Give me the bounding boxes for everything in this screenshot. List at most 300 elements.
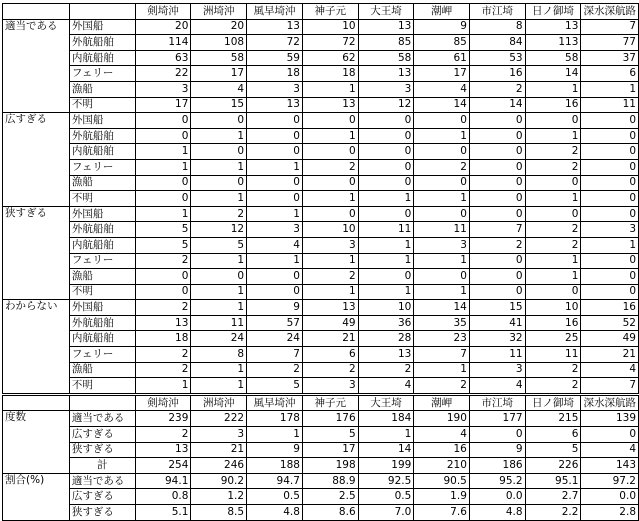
row-label: フェリー bbox=[69, 347, 135, 363]
value-cell: 24 bbox=[247, 331, 303, 347]
value-cell: 0 bbox=[581, 128, 639, 144]
value-cell: 0 bbox=[581, 284, 639, 300]
value-cell: 0 bbox=[525, 175, 581, 191]
value-cell: 5 bbox=[135, 237, 191, 253]
value-cell: 190 bbox=[414, 411, 470, 427]
group-label: 狭すぎる bbox=[3, 206, 70, 300]
value-cell: 1 bbox=[302, 253, 358, 269]
value-cell: 0 bbox=[302, 113, 358, 129]
value-cell: 1 bbox=[358, 191, 414, 207]
value-cell: 21 bbox=[191, 442, 247, 458]
value-cell: 85 bbox=[414, 35, 470, 51]
value-cell: 0 bbox=[135, 128, 191, 144]
row-label: 外航船舶 bbox=[69, 315, 135, 331]
value-cell: 1 bbox=[525, 128, 581, 144]
value-cell: 1 bbox=[525, 191, 581, 207]
value-cell: 0.0 bbox=[469, 489, 525, 505]
value-cell: 11 bbox=[414, 222, 470, 238]
total-cell: 198 bbox=[302, 458, 358, 474]
value-cell: 6 bbox=[525, 427, 581, 443]
value-cell: 88.9 bbox=[302, 473, 358, 489]
value-cell: 5 bbox=[135, 222, 191, 238]
value-cell: 8.6 bbox=[302, 505, 358, 521]
corner-cell bbox=[3, 4, 70, 20]
value-cell: 9 bbox=[247, 442, 303, 458]
row-label: 適当である bbox=[69, 473, 135, 489]
value-cell: 0 bbox=[525, 284, 581, 300]
value-cell: 0 bbox=[135, 113, 191, 129]
value-cell: 1 bbox=[191, 128, 247, 144]
group-label: 割合(%) bbox=[3, 473, 70, 520]
value-cell: 0 bbox=[469, 144, 525, 160]
row-label: 不明 bbox=[69, 378, 135, 395]
value-cell: 2 bbox=[302, 269, 358, 285]
value-cell: 0 bbox=[191, 144, 247, 160]
value-cell: 6 bbox=[302, 347, 358, 363]
value-cell: 8.5 bbox=[191, 505, 247, 521]
value-cell: 21 bbox=[581, 347, 639, 363]
value-cell: 0 bbox=[191, 269, 247, 285]
value-cell: 1 bbox=[191, 300, 247, 316]
table-row bbox=[3, 378, 639, 395]
value-cell: 28 bbox=[358, 331, 414, 347]
value-cell: 1 bbox=[302, 191, 358, 207]
corner-cell bbox=[69, 4, 135, 20]
group-label: 適当である bbox=[3, 19, 70, 113]
value-cell: 2 bbox=[135, 347, 191, 363]
table-row bbox=[3, 19, 639, 35]
value-cell: 2 bbox=[302, 362, 358, 378]
value-cell: 1 bbox=[302, 284, 358, 300]
value-cell: 0.8 bbox=[135, 489, 191, 505]
value-cell: 95.2 bbox=[469, 473, 525, 489]
value-cell: 14 bbox=[414, 300, 470, 316]
value-cell: 0 bbox=[191, 113, 247, 129]
table-row bbox=[3, 315, 639, 331]
value-cell: 92.5 bbox=[358, 473, 414, 489]
value-cell: 7 bbox=[469, 222, 525, 238]
value-cell: 90.2 bbox=[191, 473, 247, 489]
value-cell: 3 bbox=[358, 81, 414, 97]
value-cell: 15 bbox=[191, 97, 247, 113]
value-cell: 14 bbox=[469, 97, 525, 113]
survey-table bbox=[2, 3, 639, 521]
location-header: 大王埼 bbox=[358, 394, 414, 411]
table-row bbox=[3, 50, 639, 66]
value-cell: 1 bbox=[247, 206, 303, 222]
value-cell: 1 bbox=[525, 269, 581, 285]
value-cell: 3 bbox=[581, 222, 639, 238]
value-cell: 11 bbox=[191, 315, 247, 331]
value-cell: 62 bbox=[302, 50, 358, 66]
value-cell: 3 bbox=[247, 222, 303, 238]
row-label: 外国船 bbox=[69, 19, 135, 35]
location-header: 風早埼沖 bbox=[247, 4, 303, 20]
table-row bbox=[3, 81, 639, 97]
value-cell: 1 bbox=[414, 128, 470, 144]
location-header: 神子元 bbox=[302, 394, 358, 411]
value-cell: 222 bbox=[191, 411, 247, 427]
value-cell: 0 bbox=[525, 113, 581, 129]
value-cell: 2 bbox=[525, 144, 581, 160]
value-cell: 36 bbox=[358, 315, 414, 331]
value-cell: 4.8 bbox=[247, 505, 303, 521]
value-cell: 16 bbox=[581, 300, 639, 316]
value-cell: 16 bbox=[525, 97, 581, 113]
value-cell: 0 bbox=[247, 191, 303, 207]
value-cell: 0.5 bbox=[358, 489, 414, 505]
value-cell: 1 bbox=[247, 253, 303, 269]
value-cell: 1 bbox=[135, 206, 191, 222]
value-cell: 1 bbox=[191, 159, 247, 175]
location-header: 神子元 bbox=[302, 4, 358, 20]
group-label: わからない bbox=[3, 300, 70, 395]
value-cell: 2 bbox=[191, 206, 247, 222]
table-row bbox=[3, 347, 639, 363]
row-label: 内航船舶 bbox=[69, 50, 135, 66]
total-cell: 188 bbox=[247, 458, 303, 474]
value-cell: 2 bbox=[469, 81, 525, 97]
value-cell: 215 bbox=[525, 411, 581, 427]
value-cell: 5 bbox=[247, 378, 303, 395]
location-header: 大王埼 bbox=[358, 4, 414, 20]
value-cell: 58 bbox=[191, 50, 247, 66]
value-cell: 17 bbox=[135, 97, 191, 113]
value-cell: 15 bbox=[469, 300, 525, 316]
location-header: 日ノ御埼 bbox=[525, 4, 581, 20]
value-cell: 0 bbox=[581, 159, 639, 175]
location-header: 市江埼 bbox=[469, 4, 525, 20]
value-cell: 72 bbox=[247, 35, 303, 51]
value-cell: 10 bbox=[358, 300, 414, 316]
value-cell: 0 bbox=[247, 284, 303, 300]
value-cell: 0 bbox=[469, 253, 525, 269]
table-row bbox=[3, 222, 639, 238]
table-row bbox=[3, 113, 639, 129]
value-cell: 1 bbox=[135, 144, 191, 160]
row-label: 漁船 bbox=[69, 269, 135, 285]
value-cell: 0 bbox=[135, 175, 191, 191]
value-cell: 0 bbox=[191, 175, 247, 191]
value-cell: 32 bbox=[469, 331, 525, 347]
row-label: 漁船 bbox=[69, 175, 135, 191]
value-cell: 1 bbox=[302, 81, 358, 97]
value-cell: 4 bbox=[191, 81, 247, 97]
row-label: 内航船舶 bbox=[69, 144, 135, 160]
value-cell: 20 bbox=[191, 19, 247, 35]
value-cell: 3 bbox=[302, 237, 358, 253]
value-cell: 184 bbox=[358, 411, 414, 427]
value-cell: 94.1 bbox=[135, 473, 191, 489]
value-cell: 5 bbox=[525, 442, 581, 458]
table-row bbox=[3, 35, 639, 51]
value-cell: 10 bbox=[302, 19, 358, 35]
value-cell: 2 bbox=[525, 222, 581, 238]
value-cell: 7.6 bbox=[414, 505, 470, 521]
corner-cell bbox=[3, 394, 70, 411]
value-cell: 2 bbox=[135, 362, 191, 378]
value-cell: 16 bbox=[525, 315, 581, 331]
value-cell: 0 bbox=[469, 269, 525, 285]
value-cell: 0 bbox=[358, 144, 414, 160]
value-cell: 5.1 bbox=[135, 505, 191, 521]
value-cell: 1 bbox=[191, 284, 247, 300]
total-cell: 226 bbox=[525, 458, 581, 474]
value-cell: 37 bbox=[581, 50, 639, 66]
total-label: 計 bbox=[69, 458, 135, 474]
value-cell: 1.9 bbox=[414, 489, 470, 505]
value-cell: 90.5 bbox=[414, 473, 470, 489]
value-cell: 1 bbox=[414, 253, 470, 269]
value-cell: 18 bbox=[135, 331, 191, 347]
value-cell: 13 bbox=[302, 97, 358, 113]
value-cell: 0 bbox=[525, 206, 581, 222]
value-cell: 41 bbox=[469, 315, 525, 331]
total-cell: 254 bbox=[135, 458, 191, 474]
value-cell: 7 bbox=[247, 347, 303, 363]
value-cell: 0.5 bbox=[247, 489, 303, 505]
value-cell: 35 bbox=[414, 315, 470, 331]
value-cell: 0 bbox=[469, 113, 525, 129]
value-cell: 18 bbox=[302, 66, 358, 82]
value-cell: 63 bbox=[135, 50, 191, 66]
value-cell: 108 bbox=[191, 35, 247, 51]
value-cell: 72 bbox=[302, 35, 358, 51]
value-cell: 1 bbox=[358, 237, 414, 253]
frequency-row bbox=[3, 442, 639, 458]
location-header: 深水深航路 bbox=[581, 4, 639, 20]
value-cell: 2 bbox=[135, 300, 191, 316]
value-cell: 20 bbox=[135, 19, 191, 35]
location-header: 剣埼沖 bbox=[135, 4, 191, 20]
value-cell: 139 bbox=[581, 411, 639, 427]
value-cell: 18 bbox=[247, 66, 303, 82]
value-cell: 4 bbox=[469, 378, 525, 395]
value-cell: 4 bbox=[414, 81, 470, 97]
header-row bbox=[3, 4, 639, 20]
row-label: 外国船 bbox=[69, 113, 135, 129]
value-cell: 1 bbox=[358, 284, 414, 300]
value-cell: 1.2 bbox=[191, 489, 247, 505]
value-cell: 11 bbox=[525, 347, 581, 363]
frequency-row bbox=[3, 411, 639, 427]
value-cell: 14 bbox=[525, 66, 581, 82]
value-cell: 113 bbox=[525, 35, 581, 51]
value-cell: 114 bbox=[135, 35, 191, 51]
value-cell: 1 bbox=[525, 253, 581, 269]
value-cell: 11 bbox=[469, 347, 525, 363]
value-cell: 8 bbox=[469, 19, 525, 35]
value-cell: 0 bbox=[581, 144, 639, 160]
value-cell: 22 bbox=[135, 66, 191, 82]
value-cell: 2 bbox=[358, 362, 414, 378]
value-cell: 2.8 bbox=[581, 505, 639, 521]
value-cell: 0 bbox=[581, 175, 639, 191]
value-cell: 2.5 bbox=[302, 489, 358, 505]
value-cell: 1 bbox=[247, 159, 303, 175]
value-cell: 0 bbox=[135, 269, 191, 285]
value-cell: 0 bbox=[581, 206, 639, 222]
value-cell: 0 bbox=[302, 175, 358, 191]
value-cell: 57 bbox=[247, 315, 303, 331]
value-cell: 0 bbox=[358, 159, 414, 175]
value-cell: 0 bbox=[358, 269, 414, 285]
value-cell: 0 bbox=[135, 191, 191, 207]
value-cell: 1 bbox=[414, 191, 470, 207]
value-cell: 59 bbox=[247, 50, 303, 66]
value-cell: 2 bbox=[525, 362, 581, 378]
row-label: 不明 bbox=[69, 97, 135, 113]
value-cell: 0 bbox=[581, 269, 639, 285]
value-cell: 2 bbox=[525, 237, 581, 253]
value-cell: 4.8 bbox=[469, 505, 525, 521]
table-row bbox=[3, 253, 639, 269]
value-cell: 0.0 bbox=[581, 489, 639, 505]
value-cell: 13 bbox=[358, 347, 414, 363]
value-cell: 13 bbox=[302, 300, 358, 316]
group-label: 度数 bbox=[3, 411, 70, 473]
value-cell: 94.7 bbox=[247, 473, 303, 489]
value-cell: 1 bbox=[414, 284, 470, 300]
value-cell: 17 bbox=[191, 66, 247, 82]
value-cell: 13 bbox=[247, 97, 303, 113]
value-cell: 176 bbox=[302, 411, 358, 427]
row-label: 適当である bbox=[69, 411, 135, 427]
value-cell: 16 bbox=[414, 442, 470, 458]
table-row bbox=[3, 66, 639, 82]
value-cell: 0 bbox=[581, 427, 639, 443]
frequency-row bbox=[3, 427, 639, 443]
table-row bbox=[3, 191, 639, 207]
value-cell: 77 bbox=[581, 35, 639, 51]
row-label: 狭すぎる bbox=[69, 442, 135, 458]
value-cell: 0 bbox=[247, 144, 303, 160]
value-cell: 0 bbox=[414, 206, 470, 222]
row-label: 狭すぎる bbox=[69, 505, 135, 521]
total-cell: 246 bbox=[191, 458, 247, 474]
value-cell: 10 bbox=[302, 222, 358, 238]
location-header: 潮岬 bbox=[414, 394, 470, 411]
value-cell: 7 bbox=[414, 347, 470, 363]
value-cell: 58 bbox=[525, 50, 581, 66]
location-header: 洲埼沖 bbox=[191, 4, 247, 20]
row-label: 外航船舶 bbox=[69, 222, 135, 238]
value-cell: 0 bbox=[581, 191, 639, 207]
location-header: 洲埼沖 bbox=[191, 394, 247, 411]
total-cell: 199 bbox=[358, 458, 414, 474]
value-cell: 1 bbox=[191, 253, 247, 269]
value-cell: 13 bbox=[247, 19, 303, 35]
total-row bbox=[3, 458, 639, 474]
value-cell: 2 bbox=[135, 427, 191, 443]
value-cell: 2 bbox=[135, 253, 191, 269]
value-cell: 0 bbox=[358, 175, 414, 191]
value-cell: 0 bbox=[469, 159, 525, 175]
ratio-row bbox=[3, 473, 639, 489]
value-cell: 13 bbox=[358, 19, 414, 35]
row-label: 内航船舶 bbox=[69, 237, 135, 253]
value-cell: 0 bbox=[469, 128, 525, 144]
row-label: 不明 bbox=[69, 191, 135, 207]
value-cell: 1 bbox=[414, 362, 470, 378]
value-cell: 85 bbox=[358, 35, 414, 51]
value-cell: 95.1 bbox=[525, 473, 581, 489]
value-cell: 2 bbox=[469, 237, 525, 253]
value-cell: 16 bbox=[469, 66, 525, 82]
value-cell: 14 bbox=[358, 442, 414, 458]
total-cell: 143 bbox=[581, 458, 639, 474]
value-cell: 53 bbox=[469, 50, 525, 66]
value-cell: 0 bbox=[581, 253, 639, 269]
value-cell: 23 bbox=[414, 331, 470, 347]
value-cell: 11 bbox=[358, 222, 414, 238]
value-cell: 1 bbox=[135, 159, 191, 175]
location-header: 市江埼 bbox=[469, 394, 525, 411]
row-label: 外航船舶 bbox=[69, 35, 135, 51]
value-cell: 0 bbox=[469, 175, 525, 191]
value-cell: 0 bbox=[581, 113, 639, 129]
value-cell: 3 bbox=[302, 378, 358, 395]
value-cell: 13 bbox=[135, 315, 191, 331]
value-cell: 5 bbox=[302, 427, 358, 443]
value-cell: 10 bbox=[525, 300, 581, 316]
value-cell: 2 bbox=[525, 378, 581, 395]
value-cell: 0 bbox=[247, 113, 303, 129]
value-cell: 0 bbox=[135, 284, 191, 300]
value-cell: 0 bbox=[469, 206, 525, 222]
row-label: 漁船 bbox=[69, 81, 135, 97]
value-cell: 49 bbox=[302, 315, 358, 331]
table-row bbox=[3, 128, 639, 144]
table-row bbox=[3, 300, 639, 316]
value-cell: 0 bbox=[302, 144, 358, 160]
value-cell: 1 bbox=[135, 378, 191, 395]
row-label: フェリー bbox=[69, 159, 135, 175]
value-cell: 9 bbox=[469, 442, 525, 458]
value-cell: 14 bbox=[414, 97, 470, 113]
value-cell: 1 bbox=[302, 128, 358, 144]
location-header: 剣埼沖 bbox=[135, 394, 191, 411]
location-header: 風早埼沖 bbox=[247, 394, 303, 411]
row-label: 漁船 bbox=[69, 362, 135, 378]
row-label: 内航船舶 bbox=[69, 331, 135, 347]
value-cell: 239 bbox=[135, 411, 191, 427]
value-cell: 0 bbox=[469, 284, 525, 300]
value-cell: 1 bbox=[247, 427, 303, 443]
value-cell: 4 bbox=[358, 378, 414, 395]
value-cell: 0 bbox=[414, 144, 470, 160]
value-cell: 0 bbox=[414, 175, 470, 191]
table-row bbox=[3, 237, 639, 253]
row-label: 外国船 bbox=[69, 206, 135, 222]
value-cell: 0 bbox=[247, 128, 303, 144]
value-cell: 6 bbox=[581, 66, 639, 82]
total-cell: 210 bbox=[414, 458, 470, 474]
value-cell: 2 bbox=[414, 159, 470, 175]
value-cell: 0 bbox=[469, 191, 525, 207]
value-cell: 0 bbox=[414, 269, 470, 285]
value-cell: 9 bbox=[414, 19, 470, 35]
value-cell: 21 bbox=[302, 331, 358, 347]
value-cell: 13 bbox=[358, 66, 414, 82]
value-cell: 177 bbox=[469, 411, 525, 427]
ratio-row bbox=[3, 489, 639, 505]
row-label: 広すぎる bbox=[69, 489, 135, 505]
value-cell: 1 bbox=[525, 81, 581, 97]
value-cell: 13 bbox=[525, 19, 581, 35]
value-cell: 9 bbox=[247, 300, 303, 316]
table-row bbox=[3, 144, 639, 160]
